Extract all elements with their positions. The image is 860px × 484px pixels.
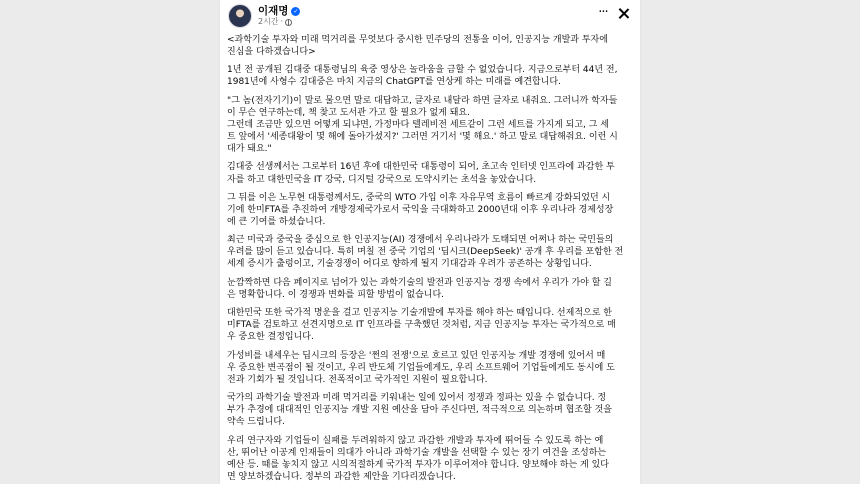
more-options-button[interactable]: ··· xyxy=(598,5,608,20)
post-paragraph: 최근 미국과 중국을 중심으로 한 인공지능(AI) 경쟁에서 우리나라가 도태되면 어쩌나 하는 국민들의 우려를 많이 듣고 있습니다. 특히 며칠 전 중국 기업의 '딥시크(DeepSeek)' 공개 후 우리를 포함한 전 세계 증시가 출렁이고, 기술경쟁이 어디로 향하게 될지 기대감과 우려가 공존하는 상황입니다. xyxy=(227,235,624,270)
close-icon[interactable] xyxy=(617,7,631,21)
post-meta xyxy=(258,17,292,27)
post-paragraph: 눈깜짝하면 다음 페이지로 넘어가 있는 과학기술의 발전과 인공지능 경쟁 속에서 우리가 가야 할 길 은 명확합니다. 이 경쟁과 변화를 피할 방법이 없습니다. xyxy=(227,277,612,300)
post-paragraph: 대한민국 또한 국가적 명운을 걸고 인공지능 기술개발에 투자를 해야 하는 때입니다. 선제적으로 한 미FTA를 검토하고 선견지명으로 IT 인프라를 구축했던 것처럼, 지금 인공지능 투자는 국가적으로 매 우 중요한 결정입니다. xyxy=(227,308,616,343)
author-avatar[interactable] xyxy=(228,4,252,28)
meta-separator: · xyxy=(280,17,284,26)
post-paragraph: 김대중 선생께서는 그로부터 16년 후에 대한민국 대통령이 되어, 초고속 인터넷 인프라에 과감한 투 자를 하고 대한민국을 IT 강국, 디지털 강국으로 도약시키는 초석을 놓았습니다. xyxy=(227,162,615,185)
post-paragraph: 그 뒤를 이은 노무현 대통령께서도, 중국의 WTO 가입 이후 자유무역 흐름이 빠르게 강화되었던 시 기에 한미FTA를 추진하여 개방경제국가로서 국익을 극대화하고 2000년대 이후 우리나라 경제성장 에 큰 기여를 하셨습니다. xyxy=(227,192,614,227)
post-header xyxy=(220,0,640,32)
globe-icon xyxy=(285,19,292,26)
post-time[interactable]: 2시간 xyxy=(258,17,279,26)
post-paragraph: <과학기술 투자와 미래 먹거리를 무엇보다 중시한 민주당의 전통을 이어, 인공지능 개발과 투자에 진심을 다하겠습니다> xyxy=(227,35,608,58)
verified-badge-icon: ✓ xyxy=(293,8,299,15)
post-paragraph: 1년 전 공개된 김대중 대통령님의 육중 영상은 놀라움을 금할 수 없었습니다. 지금으로부터 44년 전, 1981년에 사형수 김대중은 마치 지금의 ChatGPT를 연상케 하는 미래를 예견합니다. xyxy=(227,65,618,88)
post-paragraph: 가성비를 내세우는 딥시크의 등장은 '쩐의 전쟁'으로 흐르고 있던 인공지능 개발 경쟁에 있어서 매 우 중요한 변곡점이 될 것이고, 우리 반도체 기업들에게도, 우리 소프트웨어 기업들에게도 동시에 도 전과 기회가 될 것입니다. 전폭적이고 국가적인 지원이 필요합니다. xyxy=(227,350,615,385)
post-dialog xyxy=(220,0,640,484)
author-name[interactable]: 이재명 xyxy=(258,5,289,17)
post-paragraph: "그 놈(전자기기)이 말로 물으면 말로 대답하고, 글자로 내달라 하면 글자로 내줘요. 그러니까 학자들 이 무슨 연구하는데, 책 찾고 도서관 가고 할 필요가 없게 돼요. 그런데 조금만 있으면 어떻게 되냐면, 가정마다 텔레비전 세트같이 그런 세트를 가지게 되고, 그 세 트 앞에서 '세종대왕이 몇 해에 돌아가셨지?' 그러면 거기서 '몇 해요.' 하고 말로 대답해줘요. 이런 시 대가 돼요." xyxy=(227,95,618,155)
post-paragraph: 국가의 과학기술 발전과 미래 먹거리를 키워내는 일에 있어서 정쟁과 정파는 있을 수 없습니다. 정 부가 추경에 대대적인 인공지능 개발 지원 예산을 담아 주신다면, 적극적으로 의논하며 협조할 것을 약속 드립니다. xyxy=(227,393,612,428)
post-body xyxy=(227,34,629,484)
post-paragraph: 우리 연구자와 기업들이 실패를 두려워하지 않고 과감한 개발과 투자에 뛰어들 수 있도록 하는 예 산, 뛰어난 이공계 인재들이 의대가 아니라 과학기술 개발을 선택할 수 있는 장기 여건을 조성하는 예산 등. 때를 놓치지 않고 시의적절하게 국가적 투자가 이루어져야 합니다. 양보해야 하는 게 있다 면 양보하겠습니다. 정부의 과감한 제안을 기다리겠습니다. xyxy=(227,435,609,482)
